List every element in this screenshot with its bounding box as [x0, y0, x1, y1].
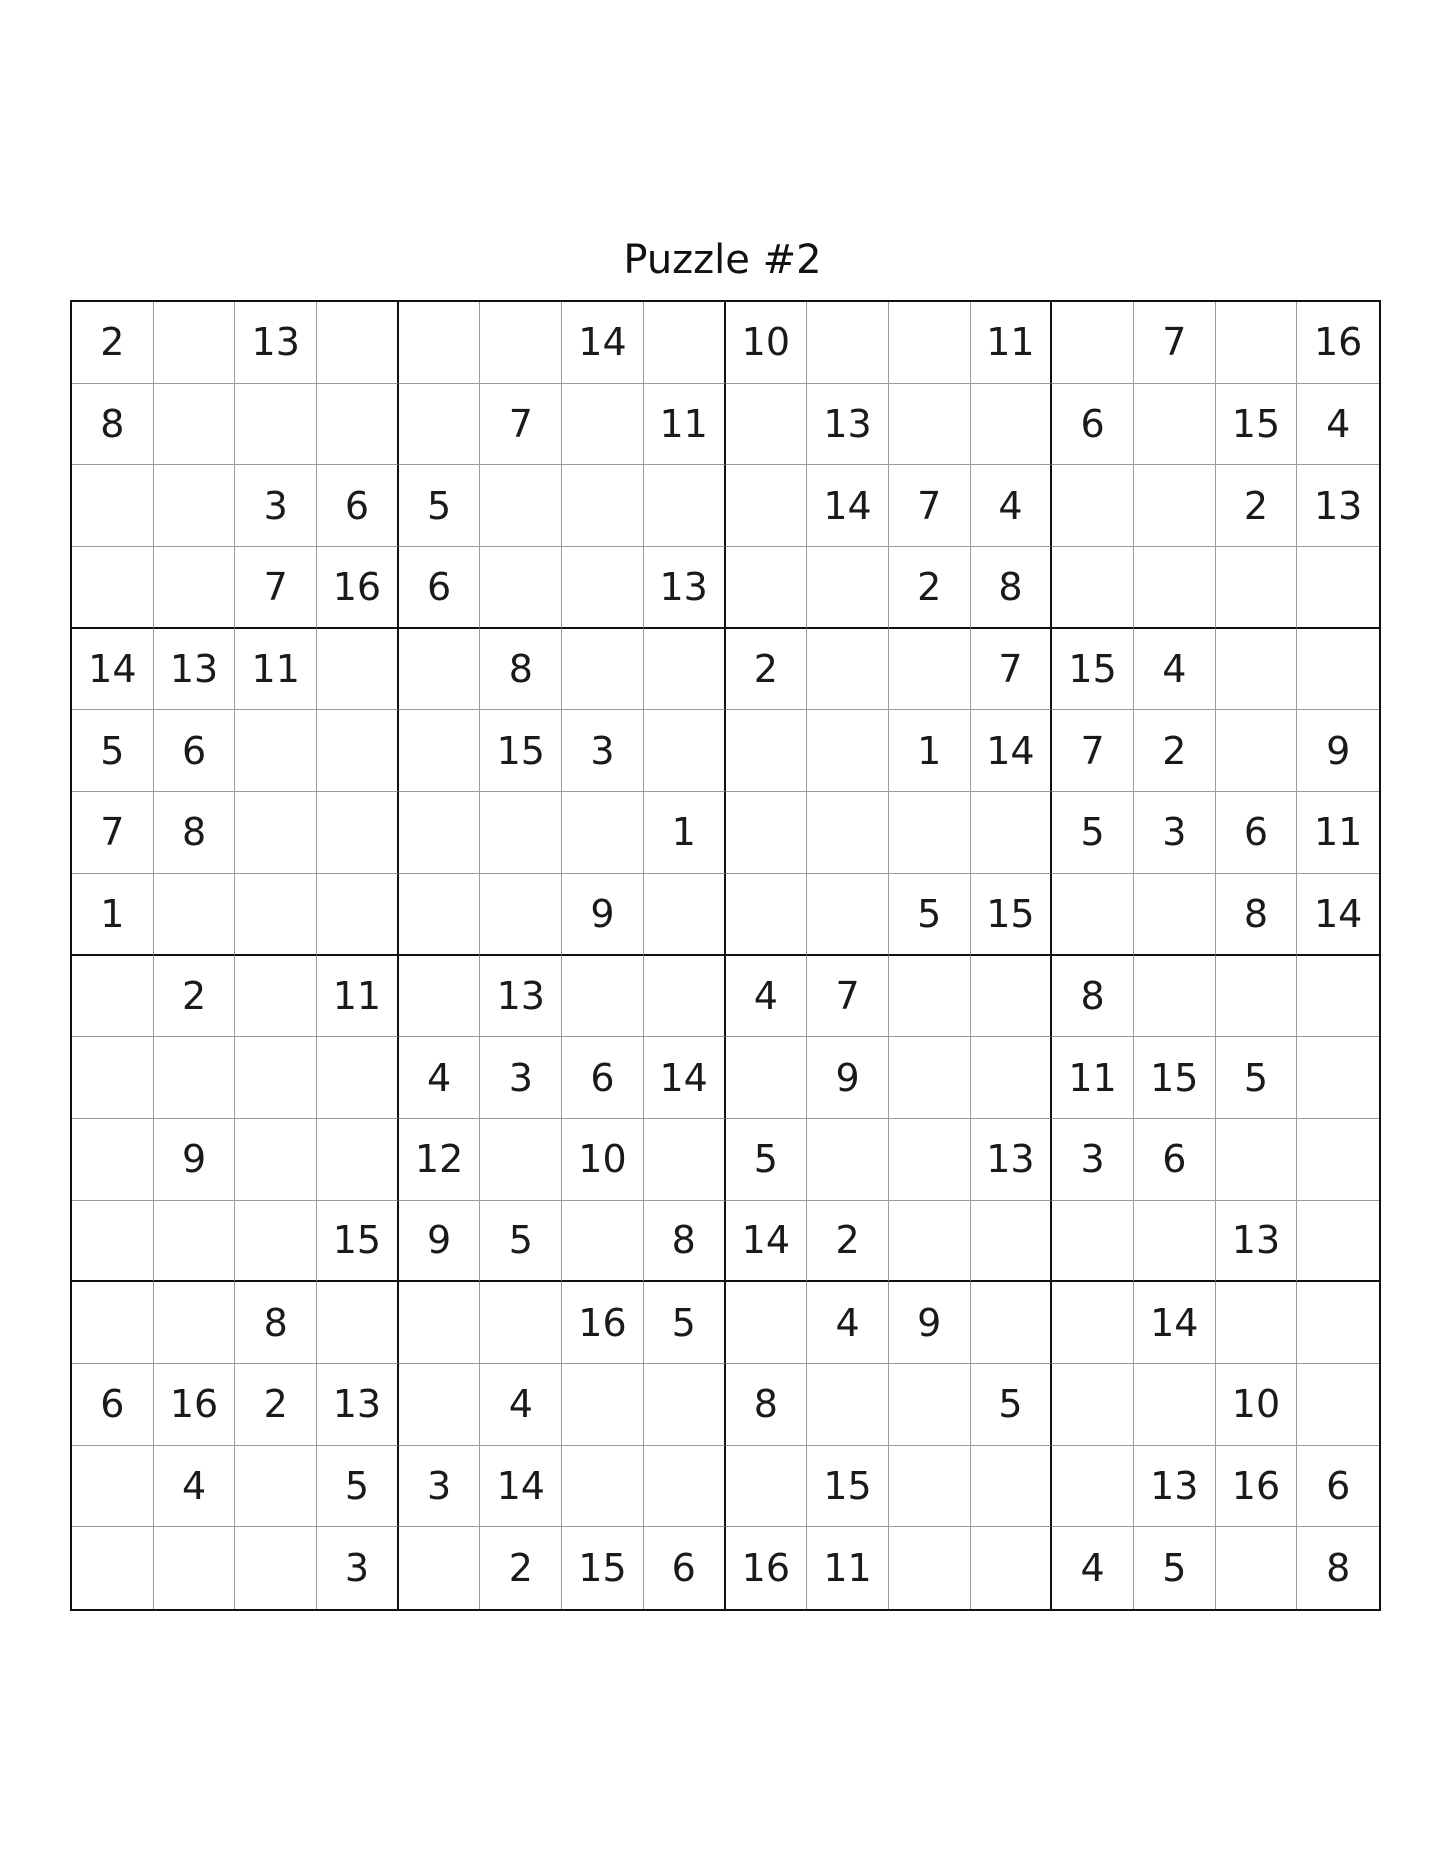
empty-cell[interactable] — [644, 1446, 726, 1528]
empty-cell[interactable] — [1052, 1201, 1134, 1283]
given-cell: 2 — [1216, 465, 1298, 547]
empty-cell[interactable] — [317, 1119, 399, 1201]
given-cell: 5 — [72, 710, 154, 792]
empty-cell[interactable] — [562, 792, 644, 874]
empty-cell[interactable] — [889, 1037, 971, 1119]
empty-cell[interactable] — [971, 1282, 1053, 1364]
given-cell: 2 — [72, 302, 154, 384]
puzzle-title: Puzzle #2 — [623, 237, 822, 283]
given-cell: 3 — [235, 465, 317, 547]
given-cell: 16 — [726, 1527, 808, 1609]
empty-cell[interactable] — [317, 792, 399, 874]
empty-cell[interactable] — [72, 1527, 154, 1609]
empty-cell[interactable] — [644, 874, 726, 956]
given-cell: 5 — [1134, 1527, 1216, 1609]
empty-cell[interactable] — [1052, 302, 1134, 384]
empty-cell[interactable] — [235, 956, 317, 1038]
given-cell: 4 — [154, 1446, 236, 1528]
empty-cell[interactable] — [807, 710, 889, 792]
empty-cell[interactable] — [399, 629, 481, 711]
empty-cell[interactable] — [317, 1037, 399, 1119]
given-cell: 16 — [1297, 302, 1379, 384]
empty-cell[interactable] — [399, 1527, 481, 1609]
given-cell: 5 — [317, 1446, 399, 1528]
given-cell: 3 — [317, 1527, 399, 1609]
empty-cell[interactable] — [317, 710, 399, 792]
given-cell: 15 — [317, 1201, 399, 1283]
given-cell: 3 — [562, 710, 644, 792]
empty-cell[interactable] — [644, 629, 726, 711]
given-cell: 11 — [971, 302, 1053, 384]
given-cell: 5 — [480, 1201, 562, 1283]
given-cell: 16 — [562, 1282, 644, 1364]
given-cell: 8 — [480, 629, 562, 711]
empty-cell[interactable] — [726, 1282, 808, 1364]
given-cell: 2 — [154, 956, 236, 1038]
given-cell: 10 — [562, 1119, 644, 1201]
empty-cell[interactable] — [1216, 629, 1298, 711]
given-cell: 13 — [317, 1364, 399, 1446]
given-cell: 15 — [1134, 1037, 1216, 1119]
empty-cell[interactable] — [889, 792, 971, 874]
given-cell: 14 — [72, 629, 154, 711]
given-cell: 11 — [644, 384, 726, 466]
empty-cell[interactable] — [1297, 1201, 1379, 1283]
empty-cell[interactable] — [889, 1446, 971, 1528]
empty-cell[interactable] — [1134, 956, 1216, 1038]
empty-cell[interactable] — [889, 1201, 971, 1283]
empty-cell[interactable] — [154, 1037, 236, 1119]
empty-cell[interactable] — [889, 956, 971, 1038]
empty-cell[interactable] — [971, 384, 1053, 466]
empty-cell[interactable] — [317, 384, 399, 466]
given-cell: 13 — [154, 629, 236, 711]
given-cell: 16 — [1216, 1446, 1298, 1528]
empty-cell[interactable] — [971, 1201, 1053, 1283]
given-cell: 6 — [154, 710, 236, 792]
given-cell: 13 — [1134, 1446, 1216, 1528]
given-cell: 9 — [807, 1037, 889, 1119]
empty-cell[interactable] — [562, 1201, 644, 1283]
given-cell: 1 — [72, 874, 154, 956]
given-cell: 5 — [971, 1364, 1053, 1446]
given-cell: 9 — [154, 1119, 236, 1201]
empty-cell[interactable] — [72, 1119, 154, 1201]
empty-cell[interactable] — [399, 1282, 481, 1364]
given-cell: 3 — [480, 1037, 562, 1119]
empty-cell[interactable] — [317, 629, 399, 711]
given-cell: 7 — [480, 384, 562, 466]
given-cell: 11 — [807, 1527, 889, 1609]
empty-cell[interactable] — [72, 465, 154, 547]
given-cell: 4 — [399, 1037, 481, 1119]
empty-cell[interactable] — [72, 1201, 154, 1283]
given-cell: 7 — [971, 629, 1053, 711]
empty-cell[interactable] — [1134, 1364, 1216, 1446]
empty-cell[interactable] — [1052, 465, 1134, 547]
given-cell: 5 — [644, 1282, 726, 1364]
empty-cell[interactable] — [154, 1527, 236, 1609]
given-cell: 7 — [72, 792, 154, 874]
empty-cell[interactable] — [399, 874, 481, 956]
empty-cell[interactable] — [889, 384, 971, 466]
given-cell: 7 — [1052, 710, 1134, 792]
empty-cell[interactable] — [562, 1364, 644, 1446]
empty-cell[interactable] — [480, 792, 562, 874]
empty-cell[interactable] — [562, 547, 644, 629]
given-cell: 4 — [971, 465, 1053, 547]
given-cell: 6 — [72, 1364, 154, 1446]
empty-cell[interactable] — [235, 792, 317, 874]
given-cell: 15 — [1052, 629, 1134, 711]
given-cell: 9 — [1297, 710, 1379, 792]
empty-cell[interactable] — [807, 792, 889, 874]
empty-cell[interactable] — [480, 465, 562, 547]
given-cell: 5 — [889, 874, 971, 956]
empty-cell[interactable] — [807, 629, 889, 711]
empty-cell[interactable] — [726, 710, 808, 792]
empty-cell[interactable] — [889, 302, 971, 384]
given-cell: 8 — [1326, 1546, 1351, 1591]
empty-cell[interactable] — [1052, 1364, 1134, 1446]
given-cell: 13 — [1297, 465, 1379, 547]
empty-cell[interactable] — [1297, 629, 1379, 711]
given-cell: 4 — [807, 1282, 889, 1364]
empty-cell[interactable] — [154, 1201, 236, 1283]
empty-cell[interactable] — [235, 1119, 317, 1201]
given-cell: 4 — [1134, 629, 1216, 711]
empty-cell[interactable] — [562, 465, 644, 547]
given-cell: 11 — [317, 956, 399, 1038]
given-cell: 14 — [480, 1446, 562, 1528]
given-cell: 14 — [726, 1201, 808, 1283]
empty-cell[interactable] — [1297, 1364, 1379, 1446]
sudoku-board — [70, 300, 1381, 1611]
given-cell: 6 — [562, 1037, 644, 1119]
empty-cell[interactable] — [317, 874, 399, 956]
empty-cell[interactable] — [1297, 547, 1379, 629]
empty-cell[interactable] — [807, 1119, 889, 1201]
given-cell: 14 — [971, 710, 1053, 792]
empty-cell[interactable] — [807, 874, 889, 956]
given-cell: 9 — [562, 874, 644, 956]
empty-cell[interactable] — [235, 874, 317, 956]
given-cell: 5 — [1052, 792, 1134, 874]
empty-cell[interactable] — [889, 1364, 971, 1446]
empty-cell[interactable] — [235, 710, 317, 792]
given-cell: 11 — [1297, 792, 1379, 874]
given-cell: 13 — [480, 956, 562, 1038]
given-cell: 15 — [807, 1446, 889, 1528]
empty-cell[interactable] — [72, 1037, 154, 1119]
given-cell: 4 — [1052, 1527, 1134, 1609]
given-cell: 7 — [889, 465, 971, 547]
empty-cell[interactable] — [1134, 1201, 1216, 1283]
given-cell: 2 — [889, 547, 971, 629]
empty-cell[interactable] — [399, 1364, 481, 1446]
empty-cell[interactable] — [1216, 302, 1298, 384]
given-cell: 15 — [1216, 384, 1298, 466]
given-cell: 9 — [399, 1201, 481, 1283]
empty-cell[interactable] — [235, 1037, 317, 1119]
given-cell: 14 — [562, 302, 644, 384]
given-cell: 10 — [1216, 1364, 1298, 1446]
empty-cell[interactable] — [1297, 1119, 1379, 1201]
given-cell: 10 — [726, 302, 808, 384]
empty-cell[interactable] — [562, 1446, 644, 1528]
given-cell: 5 — [1216, 1037, 1298, 1119]
empty-cell[interactable] — [235, 1201, 317, 1283]
empty-cell[interactable] — [971, 1037, 1053, 1119]
given-cell: 15 — [971, 874, 1053, 956]
given-cell: 13 — [1216, 1201, 1298, 1283]
empty-cell[interactable] — [480, 302, 562, 384]
empty-cell[interactable] — [644, 1119, 726, 1201]
empty-cell[interactable] — [1052, 874, 1134, 956]
empty-cell[interactable] — [1052, 547, 1134, 629]
given-cell: 13 — [971, 1119, 1053, 1201]
empty-cell[interactable] — [1297, 956, 1379, 1038]
given-cell: 6 — [1216, 792, 1298, 874]
empty-cell[interactable] — [807, 1364, 889, 1446]
empty-cell[interactable] — [1216, 710, 1298, 792]
empty-cell[interactable] — [154, 384, 236, 466]
empty-cell[interactable] — [154, 302, 236, 384]
empty-cell[interactable] — [807, 302, 889, 384]
given-cell: 2 — [235, 1364, 317, 1446]
empty-cell[interactable] — [889, 629, 971, 711]
given-cell: 12 — [399, 1119, 481, 1201]
empty-cell[interactable] — [726, 1037, 808, 1119]
empty-cell[interactable] — [154, 465, 236, 547]
empty-cell[interactable] — [72, 956, 154, 1038]
empty-cell[interactable] — [235, 1527, 317, 1609]
empty-cell[interactable] — [317, 1282, 399, 1364]
empty-cell[interactable] — [971, 1527, 1053, 1609]
empty-cell[interactable] — [1134, 874, 1216, 956]
empty-cell[interactable] — [644, 465, 726, 547]
empty-cell[interactable] — [399, 792, 481, 874]
given-cell: 2 — [480, 1527, 562, 1609]
empty-cell[interactable] — [154, 547, 236, 629]
given-cell: 3 — [399, 1446, 481, 1528]
empty-cell[interactable] — [1216, 1527, 1298, 1609]
given-cell: 15 — [562, 1527, 644, 1609]
given-cell: 7 — [807, 956, 889, 1038]
given-cell: 4 — [480, 1364, 562, 1446]
empty-cell[interactable] — [971, 792, 1053, 874]
empty-cell[interactable] — [154, 1282, 236, 1364]
empty-cell[interactable] — [726, 792, 808, 874]
empty-cell[interactable] — [889, 1527, 971, 1609]
empty-cell[interactable] — [726, 384, 808, 466]
given-cell: 7 — [1134, 302, 1216, 384]
given-cell: 7 — [235, 547, 317, 629]
empty-cell[interactable] — [480, 1282, 562, 1364]
given-cell: 8 — [154, 792, 236, 874]
given-cell: 8 — [644, 1201, 726, 1283]
empty-cell[interactable] — [1134, 384, 1216, 466]
given-cell: 2 — [1134, 710, 1216, 792]
given-cell: 16 — [154, 1364, 236, 1446]
empty-cell[interactable] — [807, 547, 889, 629]
given-cell: 2 — [726, 629, 808, 711]
empty-cell[interactable] — [644, 302, 726, 384]
empty-cell[interactable] — [1134, 547, 1216, 629]
given-cell: 5 — [399, 465, 481, 547]
empty-cell[interactable] — [889, 1119, 971, 1201]
given-cell: 4 — [1297, 384, 1379, 466]
empty-cell[interactable] — [480, 547, 562, 629]
empty-cell[interactable] — [971, 956, 1053, 1038]
given-cell: 14 — [1134, 1282, 1216, 1364]
empty-cell[interactable] — [971, 1446, 1053, 1528]
empty-cell[interactable] — [562, 956, 644, 1038]
given-cell: 1 — [889, 710, 971, 792]
given-cell: 8 — [235, 1282, 317, 1364]
given-cell: 14 — [644, 1037, 726, 1119]
empty-cell[interactable] — [72, 547, 154, 629]
given-cell: 15 — [480, 710, 562, 792]
given-cell: 13 — [235, 302, 317, 384]
given-cell: 3 — [1134, 792, 1216, 874]
given-cell: 6 — [1052, 384, 1134, 466]
empty-cell[interactable] — [1297, 1037, 1379, 1119]
empty-cell[interactable] — [644, 956, 726, 1038]
empty-cell[interactable] — [1052, 1446, 1134, 1528]
empty-cell[interactable] — [1216, 956, 1298, 1038]
given-cell: 8 — [971, 547, 1053, 629]
given-cell: 6 — [317, 465, 399, 547]
given-cell: 1 — [644, 792, 726, 874]
empty-cell[interactable] — [399, 384, 481, 466]
empty-cell[interactable] — [726, 547, 808, 629]
empty-cell[interactable] — [72, 1446, 154, 1528]
given-cell: 16 — [317, 547, 399, 629]
given-cell: 8 — [1052, 956, 1134, 1038]
empty-cell[interactable] — [644, 1364, 726, 1446]
empty-cell[interactable] — [562, 629, 644, 711]
empty-cell[interactable] — [1134, 465, 1216, 547]
given-cell: 5 — [726, 1119, 808, 1201]
empty-cell[interactable] — [235, 1446, 317, 1528]
given-cell: 8 — [1216, 874, 1298, 956]
empty-cell[interactable] — [235, 384, 317, 466]
empty-cell[interactable] — [1216, 1282, 1298, 1364]
empty-cell[interactable] — [562, 384, 644, 466]
given-cell: 6 — [399, 547, 481, 629]
empty-cell[interactable] — [726, 874, 808, 956]
given-cell: 11 — [1052, 1037, 1134, 1119]
given-cell: 13 — [644, 547, 726, 629]
empty-cell[interactable] — [72, 1282, 154, 1364]
empty-cell[interactable] — [480, 1119, 562, 1201]
empty-cell[interactable] — [154, 874, 236, 956]
empty-cell[interactable] — [726, 465, 808, 547]
empty-cell[interactable] — [1216, 1119, 1298, 1201]
empty-cell[interactable] — [399, 956, 481, 1038]
empty-cell[interactable] — [1052, 1282, 1134, 1364]
given-cell: 3 — [1052, 1119, 1134, 1201]
empty-cell[interactable] — [480, 874, 562, 956]
given-cell: 9 — [889, 1282, 971, 1364]
empty-cell[interactable] — [726, 1446, 808, 1528]
empty-cell[interactable] — [399, 710, 481, 792]
empty-cell[interactable] — [317, 302, 399, 384]
given-cell: 6 — [1134, 1119, 1216, 1201]
empty-cell[interactable] — [1297, 1282, 1379, 1364]
given-cell: 8 — [726, 1364, 808, 1446]
empty-cell[interactable] — [644, 710, 726, 792]
given-cell: 6 — [644, 1527, 726, 1609]
given-cell: 14 — [1297, 874, 1379, 956]
given-cell: 11 — [235, 629, 317, 711]
given-cell: 14 — [807, 465, 889, 547]
empty-cell[interactable] — [1216, 547, 1298, 629]
given-cell: 4 — [726, 956, 808, 1038]
empty-cell[interactable] — [399, 302, 481, 384]
given-cell: 13 — [807, 384, 889, 466]
given-cell: 6 — [1297, 1446, 1379, 1528]
given-cell: 2 — [807, 1201, 889, 1283]
given-cell: 8 — [72, 384, 154, 466]
